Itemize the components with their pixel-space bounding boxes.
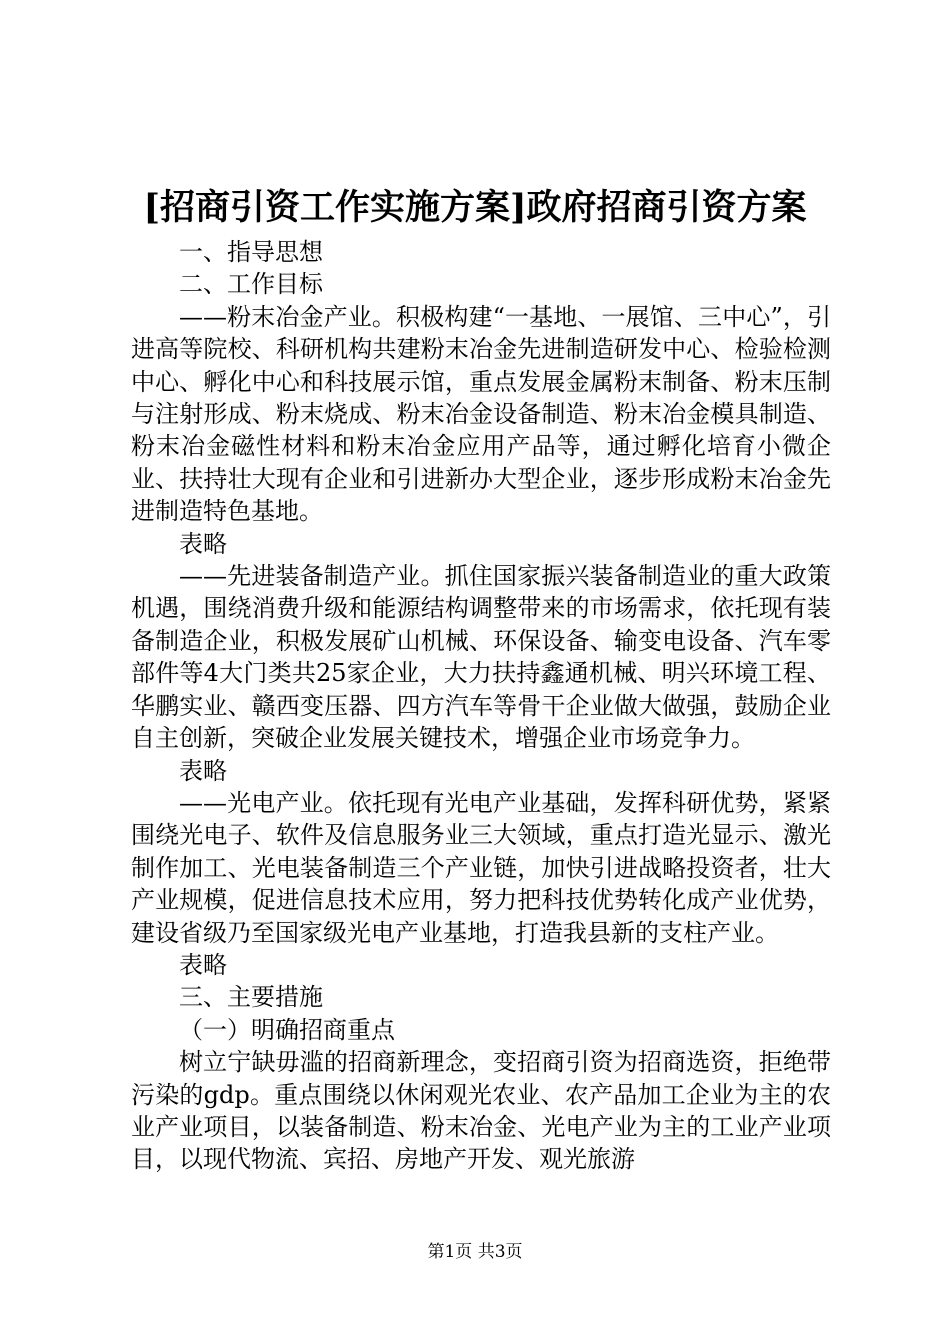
table-omitted-note: 表略 (179, 529, 227, 558)
table-omitted-note: 表略 (179, 950, 227, 979)
paragraph-investment-focus: 树立宁缺毋滥的招商新理念，变招商引资为招商选资，拒绝带污染的gdp。重点围绕以休闲观光农业、农产品加工企业为主的农业产业项目，以装备制造、粉末冶金、光电产业为主的工业产业项目，以现代物流、宾招、房地产开发、观光旅游 (131, 1048, 831, 1174)
paragraph-optoelectronics: ——光电产业。依托现有光电产业基础，发挥科研优势，紧紧围绕光电子、软件及信息服务业三大领域，重点打造光显示、激光制作加工、光电装备制造三个产业链，加快引进战略投资者，壮大产业规模，促进信息技术应用，努力把科技优势转化成产业优势，建设省级乃至国家级光电产业基地，打造我县新的支柱产业。 (131, 788, 831, 947)
paragraph-advanced-equipment: ——先进装备制造产业。抓住国家振兴装备制造业的重大政策机遇，围绕消费升级和能源结构调整带来的市场需求，依托现有装备制造企业，积极发展矿山机械、环保设备、输变电设备、汽车零部件等4大门类共25家企业，大力扶持鑫通机械、明兴环境工程、华鹏实业、赣西变压器、四方汽车等骨干企业做大做强，鼓励企业自主创新，突破企业发展关键技术，增强企业市场竞争力。 (131, 562, 831, 753)
section-heading-main-measures: 三、主要措施 (179, 983, 323, 1012)
page-number-footer: 第1页 共3页 (427, 1242, 523, 1262)
section-heading-guiding-ideology: 一、指导思想 (179, 238, 323, 266)
section-heading-work-goals: 二、工作目标 (179, 270, 323, 299)
document-body (131, 236, 831, 1176)
paragraph-powder-metallurgy: ——粉末冶金产业。积极构建“一基地、一展馆、三中心”，引进高等院校、科研机构共建粉末冶金先进制造研发中心、检验检测中心、孵化中心和科技展示馆，重点发展金属粉末制备、粉末压制与注射形成、粉末烧成、粉末冶金设备制造、粉末冶金模具制造、粉末冶金磁性材料和粉末冶金应用产品等，通过孵化培育小微企业、扶持壮大现有企业和引进新办大型企业，逐步形成粉末冶金先进制造特色基地。 (131, 302, 831, 526)
document-title: [招商引资工作实施方案]政府招商引资方案 (143, 187, 807, 228)
table-omitted-note: 表略 (179, 756, 227, 785)
subsection-heading-investment-focus: （一）明确招商重点 (179, 1015, 395, 1044)
